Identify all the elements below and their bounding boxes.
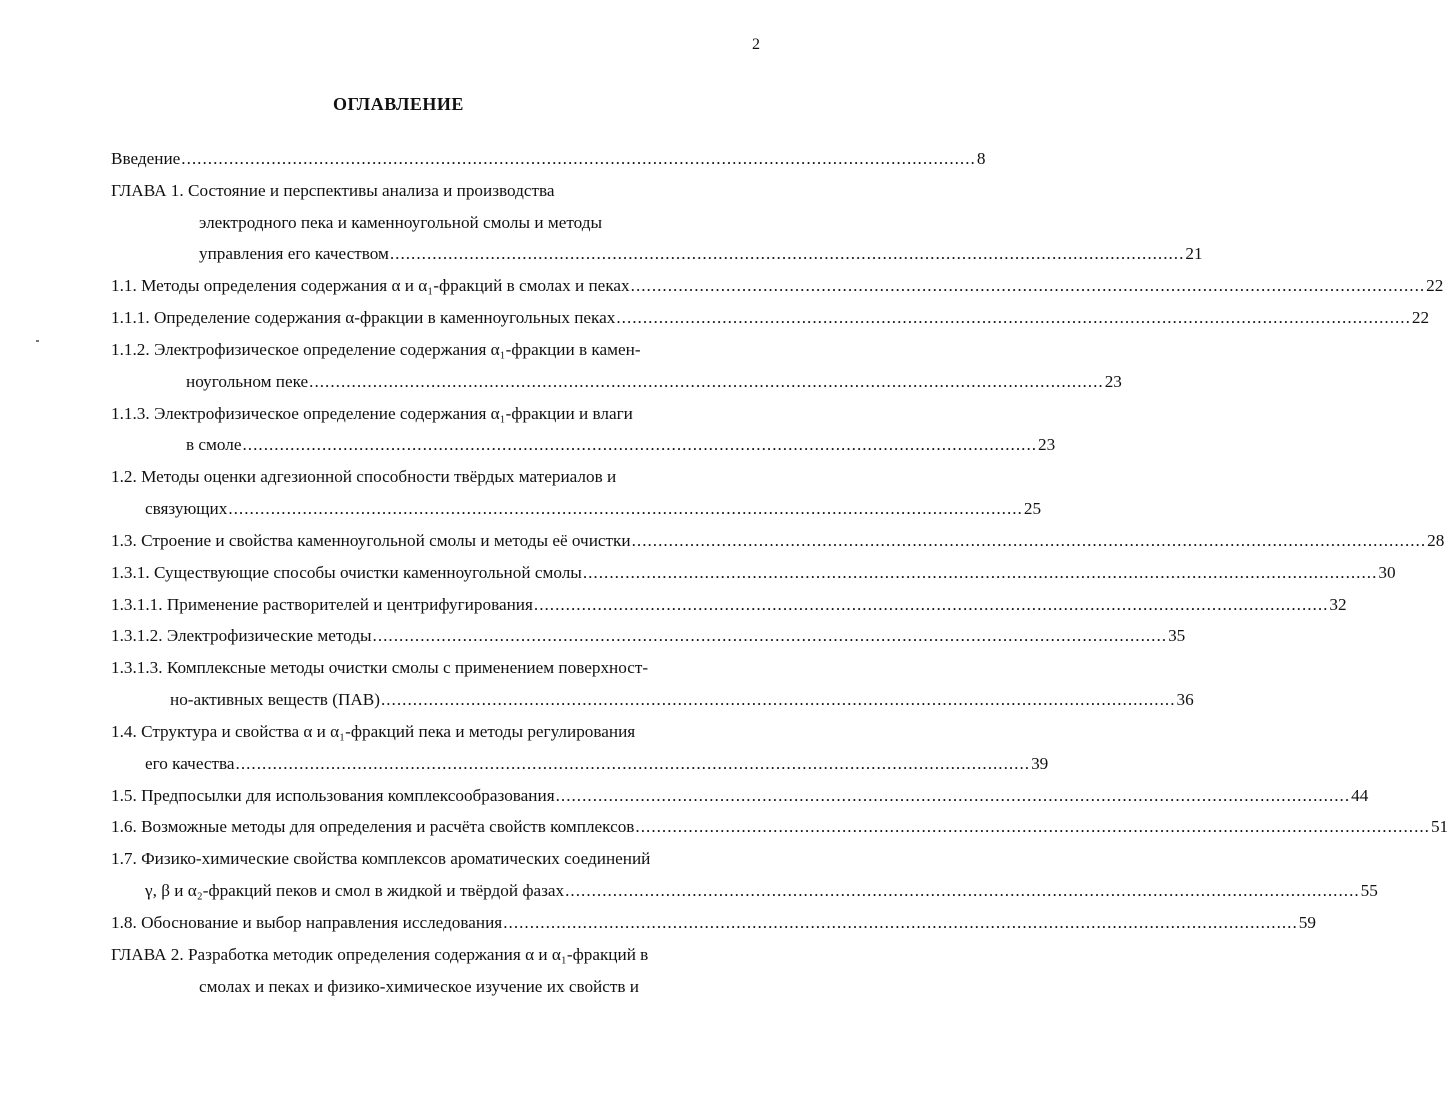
leader-dots: ......................................................................................................................................................: [235, 754, 1031, 773]
toc-entry-text: связующих: [145, 499, 228, 518]
toc-entry-text: 1.3. Строение и свойства каменноугольной смолы и методы её очистки: [111, 531, 631, 550]
toc-entry-1-6: [111, 816, 1448, 838]
toc-page-number: 8: [976, 149, 986, 168]
leader-dots: ......................................................................................................................................................: [503, 913, 1298, 932]
toc-entry-text: 1.1. Методы определения содержания α и α₁-фракций в смолах и пеках: [111, 276, 630, 295]
toc-page-number: 39: [1031, 754, 1049, 773]
toc-entry-1-1-2: [186, 371, 1122, 393]
toc-entry-text: 1.6. Возможные методы для определения и расчёта свойств комплексов: [111, 817, 635, 836]
leader-dots: ......................................................................................................................................................: [242, 435, 1038, 454]
toc-page-number: 30: [1378, 563, 1396, 582]
leader-dots: ......................................................................................................................................................: [582, 563, 1378, 582]
toc-1-3-1-3-line1: 1.3.1.3. Комплексные методы очистки смолы с применением поверхност-: [111, 658, 649, 677]
toc-entry-1-7: [145, 880, 1378, 902]
leader-dots: ......................................................................................................................................................: [635, 817, 1430, 836]
toc-chapter2-line1: ГЛАВА 2. Разработка методик определения содержания α и α₁-фракций в: [111, 945, 649, 964]
toc-1-2-line1: 1.2. Методы оценки адгезионной способности твёрдых материалов и: [111, 467, 617, 486]
toc-chapter1-line2: электродного пека и каменноугольной смолы и методы: [199, 213, 603, 232]
leader-dots: ......................................................................................................................................................: [389, 244, 1185, 263]
toc-entry-text: но-активных веществ (ПАВ): [170, 690, 380, 709]
leader-dots: ......................................................................................................................................................: [630, 276, 1426, 295]
toc-page-number: 22: [1411, 308, 1430, 327]
toc-entry-1-4: [145, 753, 1049, 775]
toc-1-4-line1: 1.4. Структура и свойства α и α₁-фракций пека и методы регулирования: [111, 722, 636, 741]
toc-entry-1-2: [145, 498, 1042, 520]
toc-page-number: 21: [1185, 244, 1203, 263]
scan-artifact: [36, 340, 39, 342]
toc-1-1-3-line1: 1.1.3. Электрофизическое определение содержания α₁-фракции и влаги: [111, 404, 633, 423]
toc-entry-text: γ, β и α₂-фракций пеков и смол в жидкой и твёрдой фазах: [145, 881, 565, 900]
toc-page-number: 35: [1168, 626, 1186, 645]
toc-entry-1-8: [111, 912, 1316, 934]
leader-dots: ......................................................................................................................................................: [565, 881, 1360, 900]
toc-entry-text: 1.3.1.1. Применение растворителей и центрифугирования: [111, 595, 533, 614]
toc-page-number: 44: [1351, 786, 1369, 805]
page-number: 2: [752, 36, 760, 53]
toc-page-number: 28: [1427, 531, 1445, 550]
toc-entry-1-5: [111, 785, 1369, 807]
toc-entry-1-1: [111, 275, 1444, 297]
toc-chapter2-line2: смолах и пеках и физико-химическое изучение их свойств и: [199, 977, 639, 996]
toc-page-number: 22: [1426, 276, 1444, 295]
leader-dots: ......................................................................................................................................................: [555, 786, 1351, 805]
toc-1-1-2-line1: 1.1.2. Электрофизическое определение содержания α₁-фракции в камен-: [111, 340, 641, 359]
toc-1-7-line1: 1.7. Физико-химические свойства комплексов ароматических соединений: [111, 849, 651, 868]
toc-page-number: 51: [1430, 817, 1448, 836]
toc-entry-intro: [111, 148, 986, 170]
toc-page-number: 32: [1329, 595, 1347, 614]
toc-entry-1-3-1: [111, 562, 1396, 584]
toc-entry-text: управления его качеством: [199, 244, 389, 263]
leader-dots: ......................................................................................................................................................: [181, 149, 976, 168]
toc-entry-text: 1.1.1. Определение содержания α-фракции в каменноугольных пеках: [111, 308, 616, 327]
toc-entry-text: в смоле: [186, 435, 242, 454]
toc-entry-text: ноугольном пеке: [186, 372, 309, 391]
leader-dots: ......................................................................................................................................................: [372, 626, 1168, 645]
toc-entry-1-1-1: [111, 307, 1430, 329]
toc-entry-1-3-1-2: [111, 625, 1186, 647]
toc-entry-1-1-3: [186, 434, 1056, 456]
toc-entry-text: 1.5. Предпосылки для использования комплексообразования: [111, 786, 555, 805]
toc-page-number: 55: [1360, 881, 1378, 900]
leader-dots: ......................................................................................................................................................: [228, 499, 1023, 518]
toc-entry-text: его качества: [145, 754, 235, 773]
toc-entry-chapter1: [199, 243, 1203, 265]
toc-entry-1-3-1-3: [170, 689, 1194, 711]
toc-chapter1-line1: ГЛАВА 1. Состояние и перспективы анализа и производства: [111, 181, 555, 200]
toc-entry-1-3-1-1: [111, 594, 1347, 616]
toc-entry-text: 1.8. Обоснование и выбор направления исследования: [111, 913, 503, 932]
toc-page-number: 23: [1104, 372, 1122, 391]
toc-page-number: 36: [1176, 690, 1194, 709]
leader-dots: ......................................................................................................................................................: [533, 595, 1329, 614]
toc-page-number: 25: [1023, 499, 1042, 518]
toc-page-number: 59: [1298, 913, 1316, 932]
toc-entry-text: 1.3.1.2. Электрофизические методы: [111, 626, 372, 645]
toc-entry-1-3: [111, 530, 1445, 552]
toc-entry-text: Введение: [111, 149, 181, 168]
toc-entry-text: 1.3.1. Существующие способы очистки каменноугольной смолы: [111, 563, 582, 582]
leader-dots: ......................................................................................................................................................: [309, 372, 1104, 391]
leader-dots: ......................................................................................................................................................: [631, 531, 1427, 550]
toc-page-number: 23: [1038, 435, 1056, 454]
page-title: ОГЛАВЛЕНИЕ: [333, 94, 464, 114]
leader-dots: ......................................................................................................................................................: [616, 308, 1411, 327]
leader-dots: ......................................................................................................................................................: [380, 690, 1176, 709]
